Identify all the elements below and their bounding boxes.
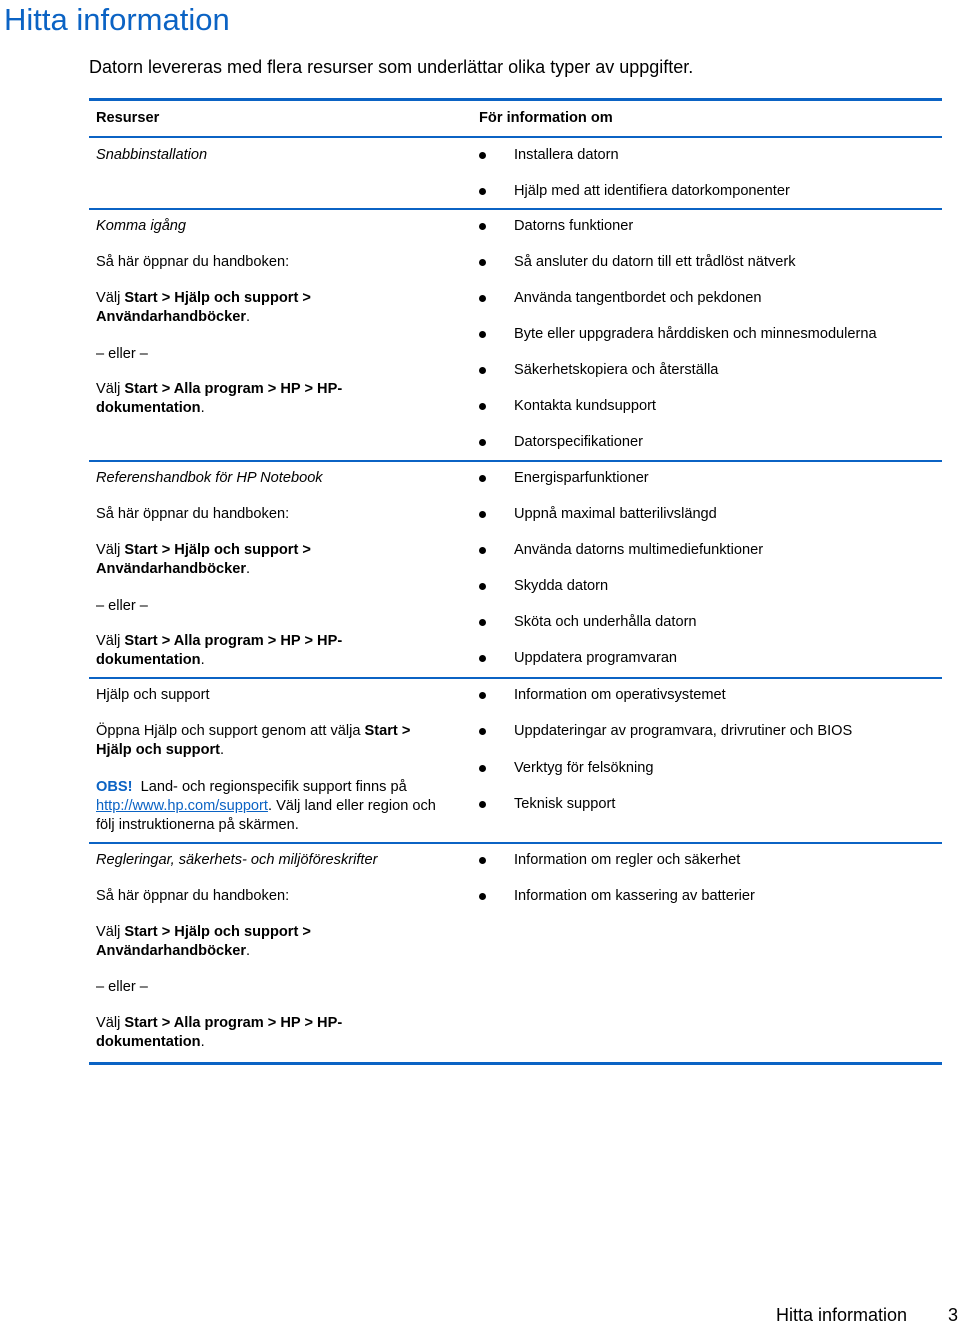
bullet-icon (479, 223, 486, 230)
support-link[interactable]: http://www.hp.com/support (96, 798, 268, 814)
page-title: Hitta information (4, 2, 230, 37)
header-rule (89, 136, 942, 138)
path-instruction-cont: Användarhandböcker. (96, 561, 251, 577)
bullet-icon (479, 295, 486, 302)
how-to-open: Så här öppnar du handboken: (96, 254, 290, 270)
path-instruction-cont: Användarhandböcker. (96, 309, 251, 325)
header-info: För information om (479, 110, 613, 126)
note-line: OBS! Land- och regionspecifik support finns på (96, 779, 407, 795)
bullet-icon (479, 403, 486, 410)
bullet-icon (479, 801, 486, 808)
bullet-icon (479, 152, 486, 159)
row-divider (89, 842, 942, 844)
or-separator: – eller – (96, 598, 148, 614)
bullet-icon (479, 728, 486, 735)
path-instruction: Välj Start > Hjälp och support > (96, 542, 311, 558)
path-instruction-cont: Användarhandböcker. (96, 943, 251, 959)
path-instruction: Välj Start > Alla program > HP > HP- (96, 633, 343, 649)
resource-name: Komma igång (96, 218, 187, 234)
bullet-icon (479, 367, 486, 374)
path-instruction: Välj Start > Alla program > HP > HP- (96, 1015, 343, 1031)
intro-text: Datorn levereras med flera resurser som underlättar olika typer av uppgifter. (89, 57, 694, 77)
resource-name: Referenshandbok för HP Notebook (96, 470, 323, 486)
bullet-icon (479, 857, 486, 864)
bullet-icon (479, 475, 486, 482)
bullet-icon (479, 547, 486, 554)
how-to-open: Så här öppnar du handboken: (96, 888, 290, 904)
path-instruction: Välj Start > Alla program > HP > HP- (96, 381, 343, 397)
bullet-icon (479, 583, 486, 590)
table-top-rule (89, 98, 942, 101)
resource-name: Hjälp och support (96, 687, 210, 703)
note-line: http://www.hp.com/support. Välj land eller region och (96, 798, 436, 814)
or-separator: – eller – (96, 979, 148, 995)
or-separator: – eller – (96, 346, 148, 362)
open-instruction-cont: Hjälp och support. (96, 742, 225, 758)
bullet-icon (479, 619, 486, 626)
path-instruction-cont: dokumentation. (96, 652, 205, 668)
open-instruction: Öppna Hjälp och support genom att välja Start > (96, 723, 411, 739)
bullet-icon (479, 692, 486, 699)
note-label: OBS! (96, 779, 133, 795)
page-number: 3 (948, 1305, 959, 1325)
path-instruction-cont: dokumentation. (96, 400, 205, 416)
path-instruction: Välj Start > Hjälp och support > (96, 290, 311, 306)
bullet-icon (479, 259, 486, 266)
bullet-icon (479, 511, 486, 518)
note-line: följ instruktionerna på skärmen. (96, 817, 299, 833)
bullet-icon (479, 893, 486, 900)
row-divider (89, 460, 942, 462)
path-instruction: Välj Start > Hjälp och support > (96, 924, 311, 940)
bullet-icon (479, 331, 486, 338)
resource-name: Snabbinstallation (96, 147, 208, 163)
bullet-icon (479, 439, 486, 446)
how-to-open: Så här öppnar du handboken: (96, 506, 290, 522)
row-divider (89, 677, 942, 679)
bullet-icon (479, 188, 486, 195)
footer-section-title: Hitta information (776, 1305, 908, 1325)
row-divider (89, 208, 942, 210)
path-instruction-cont: dokumentation. (96, 1034, 205, 1050)
bullet-icon (479, 655, 486, 662)
bullet-icon (479, 765, 486, 772)
table-bottom-rule (89, 1062, 942, 1065)
header-resources: Resurser (96, 110, 160, 126)
resource-name: Regleringar, säkerhets- och miljöföreskrifter (96, 852, 378, 868)
